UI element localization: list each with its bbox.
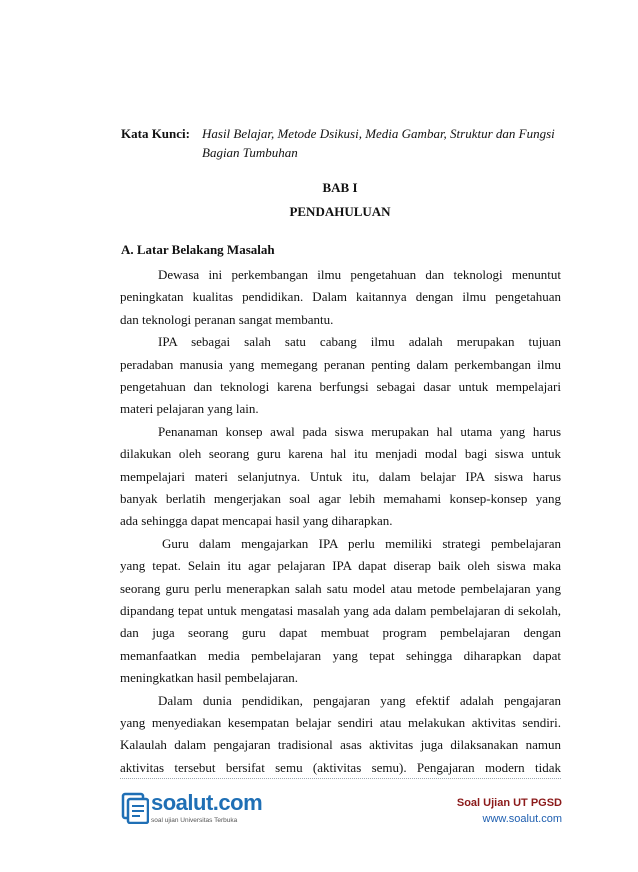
logo-mark-icon [121,790,149,824]
keywords-line-2: Bagian Tumbuhan [202,145,298,160]
keywords-text [202,124,572,162]
body-line: yang tepat. Selain itu agar pelajaran IPA dapat diserap baik oleh siswa maka [120,558,561,573]
logo-tagline: soal ujian Universitas Terbuka [151,817,238,824]
body-line: peradaban manusia yang memegang peranan penting dalam perkembangan ilmu [120,357,561,372]
body-line: dilakukan oleh seorang guru karena hal itu menjadi modal bagi siswa untuk [120,446,561,461]
logo-text: soalut.com [151,790,263,815]
footer-logo[interactable] [121,790,263,830]
body-line: Penanaman konsep awal pada siswa merupakan hal utama yang harus [158,424,561,439]
body-line: memanfaatkan media pembelajaran yang tepat sehingga diharapkan dapat [120,648,561,663]
keywords-line-1: Hasil Belajar, Metode Dsikusi, Media Gambar, Struktur dan Fungsi [202,126,555,141]
chapter-number: BAB I [322,180,358,195]
footer-url-link[interactable]: www.soalut.com [482,813,562,825]
body-line: pengetahuan dan teknologi karena berfungsi sebagai dasar untuk mempelajari [120,379,561,394]
body-line: Dalam dunia pendidikan, pengajaran yang efektif adalah pengajaran [158,693,561,708]
footer-title: Soal Ujian UT PGSD [456,797,562,809]
body-line: Dewasa ini perkembangan ilmu pengetahuan dan teknologi menuntut [158,267,561,282]
body-line: Guru dalam mengajarkan IPA perlu memiliki strategi pembelajaran [162,536,561,551]
body-line: materi pelajaran yang lain. [120,401,259,416]
body-line: ada sehingga dapat mencapai hasil yang diharapkan. [120,513,393,528]
body-line: mempelajari materi selanjutnya. Untuk itu, dalam belajar IPA siswa harus [120,469,561,484]
body-line: IPA sebagai salah satu cabang ilmu adalah merupakan tujuan [158,334,561,349]
body-line: aktivitas tersebut bersifat semu (aktivitas semu). Pengajaran modern tidak [120,760,561,775]
keywords-label: Kata Kunci: [121,126,190,141]
body-line: banyak berlatih mengerjakan soal agar lebih memahami konsep-konsep yang [120,491,561,506]
body-line: dan juga seorang guru dapat membuat program pembelajaran dengan [120,625,561,640]
body-line: peningkatan kualitas pendidikan. Dalam kaitannya dengan ilmu pengetahuan [120,289,561,304]
body-line: dipandang tepat untuk mengatasi masalah yang ada dalam pembelajaran di sekolah, [120,603,561,618]
section-heading: A. Latar Belakang Masalah [121,242,275,257]
footer-rule-hidden [120,778,561,779]
body-line: dan teknologi peranan sangat membantu. [120,312,334,327]
chapter-title: PENDAHULUAN [289,204,391,219]
body-line: meningkatkan hasil pembelajaran. [120,670,298,685]
body-line: yang menyediakan kesempatan belajar sendiri atau melakukan aktivitas sendiri. [120,715,561,730]
body-line: Kalaulah dalam pengajaran tradisional asas aktivitas juga dilaksanakan namun [120,737,561,752]
body-line: seorang guru perlu menerapkan salah satu model atau metode pembelajaran yang [120,581,561,596]
